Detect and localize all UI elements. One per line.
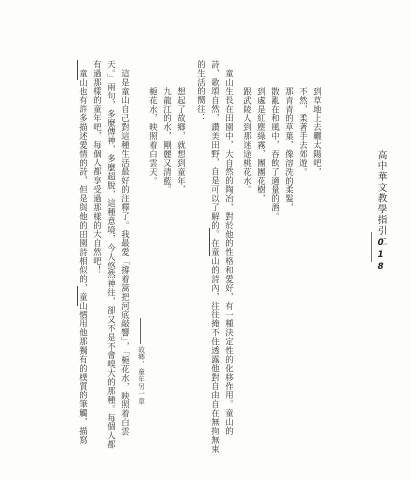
title-mark	[209, 228, 210, 256]
poem-top-line: 那青青的草葉，像溶洗的柔髮，	[284, 87, 295, 213]
paragraph-2-line: 這是童山自己對這種生活最好的注釋了。我最愛「撐着篙把河底敲響」，「梔花水，映照着白雲	[120, 69, 131, 437]
poem-top-line: 跟武陵人到那迷途桃花水。	[242, 87, 253, 195]
poem-bottom-line: 梔花水，映照着白雲天。	[148, 87, 159, 186]
title-mark	[77, 286, 78, 306]
title-mark	[77, 60, 78, 80]
paragraph-1-line: 童山生長在田園中，大自然的陶冶，對於他的性格和愛好，有一種決定性的化移作用。童山的	[224, 69, 235, 436]
header-rule	[371, 232, 372, 262]
paragraph-1-line: 詩，歌頌自然，讚美田野，自是可以了解的。在童山的詩內，往往掩不住透露他對自由自在無拘無束	[210, 60, 221, 454]
poem-source: 故鄉，童年另一章	[136, 346, 145, 406]
paragraph-1-line: 的生活的嚮往：	[196, 60, 207, 123]
poem-bottom-line: 想起了故鄉，就想到童年，	[176, 87, 187, 195]
poem-top-line: 到處是紅塵綠霧，團團花樹，	[256, 87, 267, 204]
header-title: 高中華文教學指引二	[375, 150, 387, 248]
poem-bottom-line: 九龍江的水，剛麗又清藍。	[162, 87, 173, 195]
paragraph-2-line: 天。」兩句，多麼傳神，多麼超脫，這種意境，今人悠然神往，卻又不是不會嗅大的那種。每個人都	[106, 60, 117, 450]
poem-top-line: 散亂在和風中，吞飲了適量的酒。	[270, 87, 281, 222]
page-number: 018	[375, 238, 386, 274]
poem-top-line: 不然，柔著手去郊遊。	[298, 87, 309, 177]
paragraph-2-line: 有過那樣的童年吧，每個人都享受過那樣的大自然吧！	[92, 60, 103, 275]
source-dash	[140, 318, 141, 344]
poem-top-line: 到草地上去曬太陽吧，	[312, 87, 323, 177]
paragraph-2-line: 童山也有許多描述愛情的詩，但是與他的田園詩相似的，童山慣用他那獨有的樸質的筆觸，描寫	[78, 69, 89, 445]
